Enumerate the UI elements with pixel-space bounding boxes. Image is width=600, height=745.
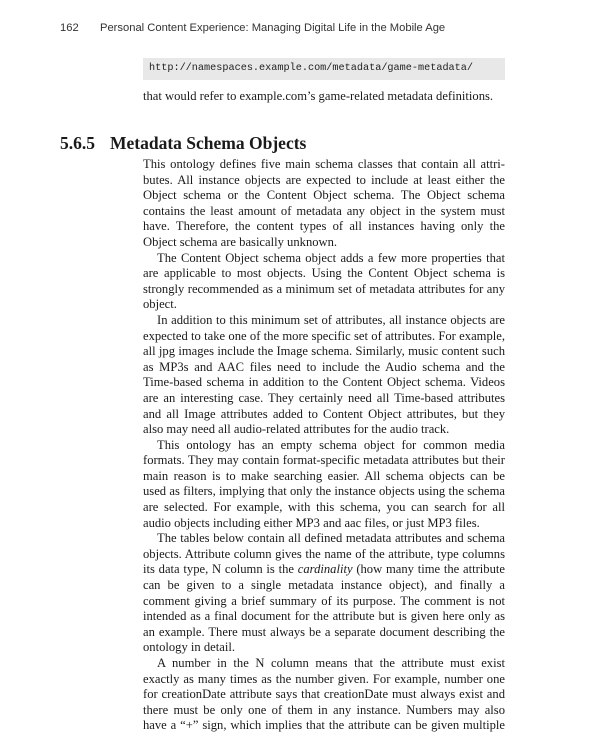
paragraph: A number in the N column means that the attribute must exist exactly as many times as the number given. For example, number one for creationDate attribute says that creationDate must always exist and there must be only one of them in any instance. Numbers may also have a “+” sign, which implies that the attribute can be given multiple (143, 656, 505, 733)
section-body (143, 157, 505, 734)
code-line: http://namespaces.example.com/metadata/game-metadata/ (149, 63, 474, 74)
running-title: Personal Content Experience: Managing Digital Life in the Mobile Age (100, 22, 446, 34)
paragraph (143, 531, 505, 656)
emphasis-term: cardinality (297, 562, 353, 577)
section-title: Metadata Schema Objects (110, 133, 307, 153)
continuation-text: that would refer to example.com’s game-related metadata definitions. (143, 89, 494, 103)
paragraph: In addition to this minimum set of attributes, all instance objects are expected to take one of the more specific set of attributes. For example, all jpg images include the Image schema. Similarly, music content such as MP3s and AAC files need to include the Audio schema and the Time-based schema in addition to the Content Object schema. Videos are an interesting case. They certainly need all Time-based attributes and all Image attributes added to Content Object attributes, but they also may need all audio-related attributes for the audio track. (143, 312, 505, 437)
paragraph: The Content Object schema object adds a few more properties that are applicable to most objects. Using the Content Object schema is strongly recommended as a minimum set of metadata attributes for any object. (143, 250, 505, 312)
continuation-paragraph (143, 89, 505, 105)
page-number: 162 (60, 22, 79, 34)
paragraph-text: (how many time the attribute can be given to a single metadata instance object), and finally a comment giving a brief summary of its purpose. The comment is not intended as a final document for the attribute but is given here only as an example. There must always be a separate document describing the ontology in detail. (143, 562, 505, 655)
section-heading (60, 133, 306, 154)
code-listing (143, 58, 505, 80)
paragraph: This ontology has an empty schema object for common media formats. They may contain format-specific metadata attributes but their main reason is to make searching easier. All schema objects can be used as filters, implying that only the instance objects using the schema are selected. For example, with this schema, you can search for all audio objects including either MP3 and aac files, or just MP3 files. (143, 437, 505, 530)
running-header (60, 22, 560, 34)
paragraph: This ontology defines five main schema classes that contain all attributes. All instance objects are expected to include at least either the Object schema or the Content Object schema. The Object schema contains the least amount of metadata any object in the system must have. Therefore, the content types of all instances having only the Object schema are basically unknown. (143, 157, 505, 249)
paragraph-text: The tables below contain all defined metadata attributes and schema objects. Attribute column gives the name of the attribute, type columns its data type, N column is the (143, 531, 505, 577)
section-number: 5.6.5 (60, 133, 95, 153)
